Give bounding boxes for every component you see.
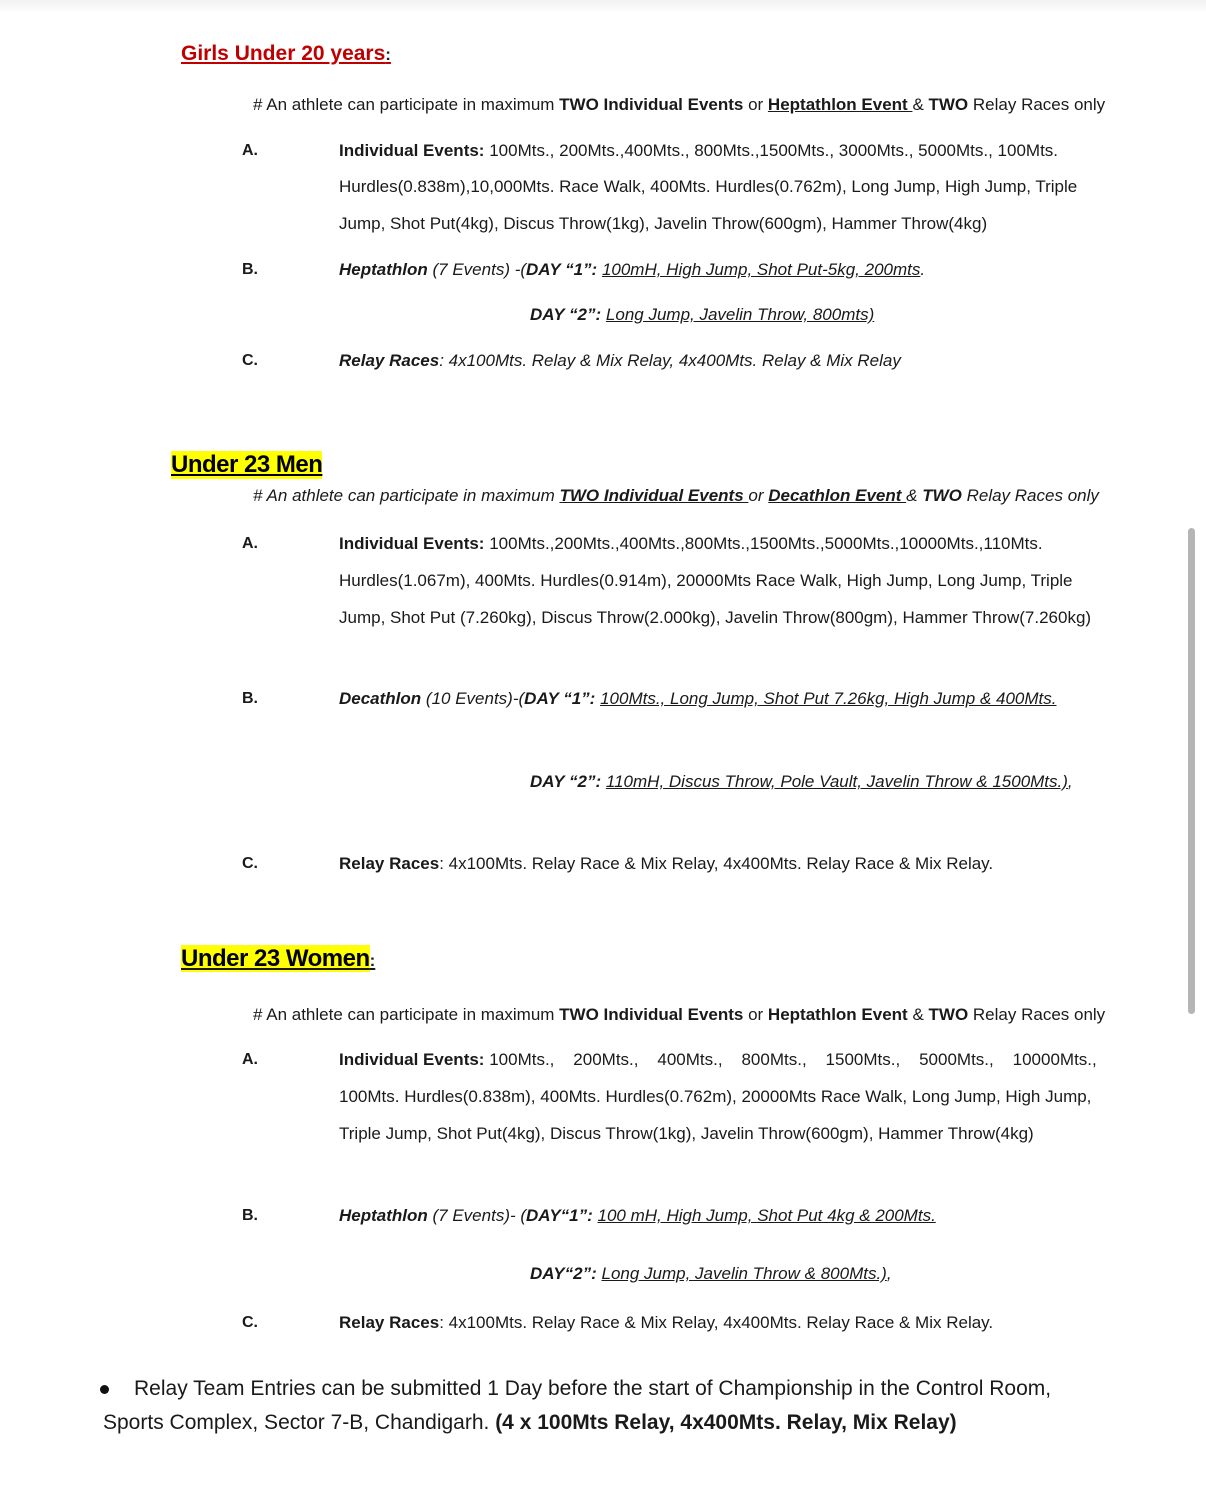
combined-event-day2 [530, 1264, 892, 1284]
note-prefix: # An athlete can participate in maximum [253, 486, 560, 505]
day1-end: . [920, 260, 926, 279]
individual-events-line1 [339, 141, 1058, 161]
individual-events-line3: Jump, Shot Put (7.260kg), Discus Throw(2.000kg), Javelin Throw(800gm), Hammer Throw(7.260kg) [339, 608, 1092, 627]
eligibility-note-men-u23 [253, 486, 1099, 506]
note-combined-event: Heptathlon Event [767, 1005, 908, 1024]
day2-end: , [886, 1264, 892, 1283]
combined-event-day1 [339, 260, 925, 280]
day2-events: 110mH, Discus Throw, Pole Vault, Javelin Throw & 1500Mts.) [605, 772, 1068, 791]
item-label-b: B. [242, 1207, 258, 1224]
note-two: TWO [928, 1005, 969, 1024]
relay-races-head: Relay Races [339, 854, 440, 873]
eligibility-note-women-u23 [253, 1005, 1105, 1025]
combined-event-day1 [339, 1206, 936, 1226]
section-title-girls-u20 [181, 42, 391, 66]
day2-label: DAY “2”: [530, 305, 602, 324]
relay-entry-location: Sports Complex, Sector 7-B, Chandigarh. [103, 1411, 496, 1434]
item-label-c: C. [242, 352, 258, 369]
individual-events-line3: Triple Jump, Shot Put(4kg), Discus Throw(1kg), Javelin Throw(600gm), Hammer Throw(4kg) [339, 1124, 1034, 1143]
item-label-a: A. [242, 142, 258, 159]
day2-end: , [1067, 772, 1073, 791]
individual-events-text: 100Mts., 200Mts., 400Mts., 800Mts., 1500Mts., 5000Mts., 10000Mts., [484, 1050, 1097, 1069]
relay-races-line [339, 1313, 993, 1333]
note-amp: & [906, 486, 923, 505]
day1-label: DAY “1”: [526, 260, 598, 279]
note-two-individual: TWO Individual Events [559, 1005, 744, 1024]
relay-races-head: Relay Races [339, 351, 440, 370]
individual-events-line3: Jump, Shot Put(4kg), Discus Throw(1kg), Javelin Throw(600gm), Hammer Throw(4kg) [339, 214, 988, 233]
day1-events: 100Mts., Long Jump, Shot Put 7.26kg, High Jump & 400Mts. [600, 689, 1057, 708]
relay-races-text: : 4x100Mts. Relay & Mix Relay, 4x400Mts. Relay & Mix Relay [439, 351, 901, 370]
note-amp: & [907, 1005, 929, 1024]
item-label-a: A. [242, 1051, 258, 1068]
individual-events-text: 100Mts., 200Mts.,400Mts., 800Mts.,1500Mts., 3000Mts., 5000Mts., 100Mts. [484, 141, 1059, 160]
combined-event-count: (7 Events) -( [427, 260, 527, 279]
day1-label: DAY “1”: [524, 689, 596, 708]
note-suffix: Relay Races only [961, 486, 1099, 505]
section-title-women-u23 [181, 945, 375, 973]
note-two: TWO [922, 486, 962, 505]
relay-entry-events: (4 x 100Mts Relay, 4x400Mts. Relay, Mix Relay) [495, 1411, 957, 1434]
individual-events-line2: 100Mts. Hurdles(0.838m), 400Mts. Hurdles(0.762m), 20000Mts Race Walk, Long Jump, High Jump, [339, 1087, 1092, 1106]
combined-event-day2 [530, 305, 874, 325]
note-prefix: # An athlete can participate in maximum [253, 95, 560, 114]
note-or: or [743, 1005, 768, 1024]
individual-events-head: Individual Events: [339, 534, 485, 553]
note-suffix: Relay Races only [968, 1005, 1106, 1024]
note-suffix: Relay Races only [968, 95, 1106, 114]
note-two-individual: TWO Individual Events [559, 95, 744, 114]
relay-races-text: : 4x100Mts. Relay Race & Mix Relay, 4x400Mts. Relay Race & Mix Relay. [439, 854, 994, 873]
note-amp: & [912, 95, 929, 114]
day1-events: 100 mH, High Jump, Shot Put 4kg & 200Mts. [597, 1206, 936, 1225]
relay-races-text: : 4x100Mts. Relay Race & Mix Relay, 4x400Mts. Relay Race & Mix Relay. [439, 1313, 994, 1332]
item-label-a: A. [242, 535, 258, 552]
combined-event-day2 [530, 772, 1073, 792]
note-two-individual: TWO Individual Events [559, 486, 749, 505]
combined-event-name: Heptathlon [339, 260, 428, 279]
note-two: TWO [928, 95, 969, 114]
individual-events-head: Individual Events: [339, 141, 485, 160]
relay-races-head: Relay Races [339, 1313, 440, 1332]
individual-events-line1 [339, 534, 1043, 554]
title-text: Girls Under 20 years [181, 42, 386, 65]
individual-events-text: 100Mts.,200Mts.,400Mts.,800Mts.,1500Mts.,5000Mts.,10000Mts.,110Mts. [484, 534, 1043, 553]
note-prefix: # An athlete can participate in maximum [253, 1005, 560, 1024]
day1-label: DAY“1”: [526, 1206, 593, 1225]
day2-label: DAY “2”: [530, 772, 602, 791]
individual-events-line2: Hurdles(1.067m), 400Mts. Hurdles(0.914m), 20000Mts Race Walk, High Jump, Long Jump, Triple [339, 571, 1073, 590]
title-suffix: : [369, 951, 376, 970]
section-title-men-u23: Under 23 Men [171, 451, 323, 478]
item-label-b: B. [242, 690, 258, 707]
combined-event-count: (10 Events)-( [421, 689, 525, 708]
eligibility-note-girls-u20 [253, 95, 1105, 115]
item-label-c: C. [242, 855, 258, 872]
top-shadow [0, 0, 1206, 14]
relay-entry-note-line1: Relay Team Entries can be submitted 1 Day before the start of Championship in the Control Room, [134, 1377, 1052, 1400]
day2-events: Long Jump, Javelin Throw & 800Mts.) [601, 1264, 887, 1283]
relay-entry-note-line2 [103, 1411, 957, 1435]
bullet-icon [100, 1385, 109, 1394]
item-label-b: B. [242, 261, 258, 278]
individual-events-head: Individual Events: [339, 1050, 485, 1069]
combined-event-name: Decathlon [339, 689, 422, 708]
title-suffix: : [385, 45, 391, 64]
item-label-c: C. [242, 1314, 258, 1331]
combined-event-day1 [339, 689, 1057, 709]
relay-races-line [339, 351, 901, 371]
day1-events: 100mH, High Jump, Shot Put-5kg, 200mts [601, 260, 921, 279]
relay-races-line [339, 854, 993, 874]
vertical-scrollbar[interactable] [1188, 528, 1195, 1014]
note-or: or [743, 95, 768, 114]
individual-events-line1 [339, 1050, 1097, 1070]
combined-event-name: Heptathlon [339, 1206, 428, 1225]
individual-events-line2: Hurdles(0.838m),10,000Mts. Race Walk, 400Mts. Hurdles(0.762m), Long Jump, High Jump, Triple [339, 177, 1078, 196]
day2-label: DAY“2”: [530, 1264, 597, 1283]
day2-events: Long Jump, Javelin Throw, 800mts) [605, 305, 875, 324]
note-combined-event: Heptathlon Event [767, 95, 913, 114]
title-text: Under 23 Women [181, 945, 370, 972]
note-or: or [748, 486, 769, 505]
note-combined-event: Decathlon Event [768, 486, 907, 505]
combined-event-count: (7 Events)- ( [427, 1206, 527, 1225]
